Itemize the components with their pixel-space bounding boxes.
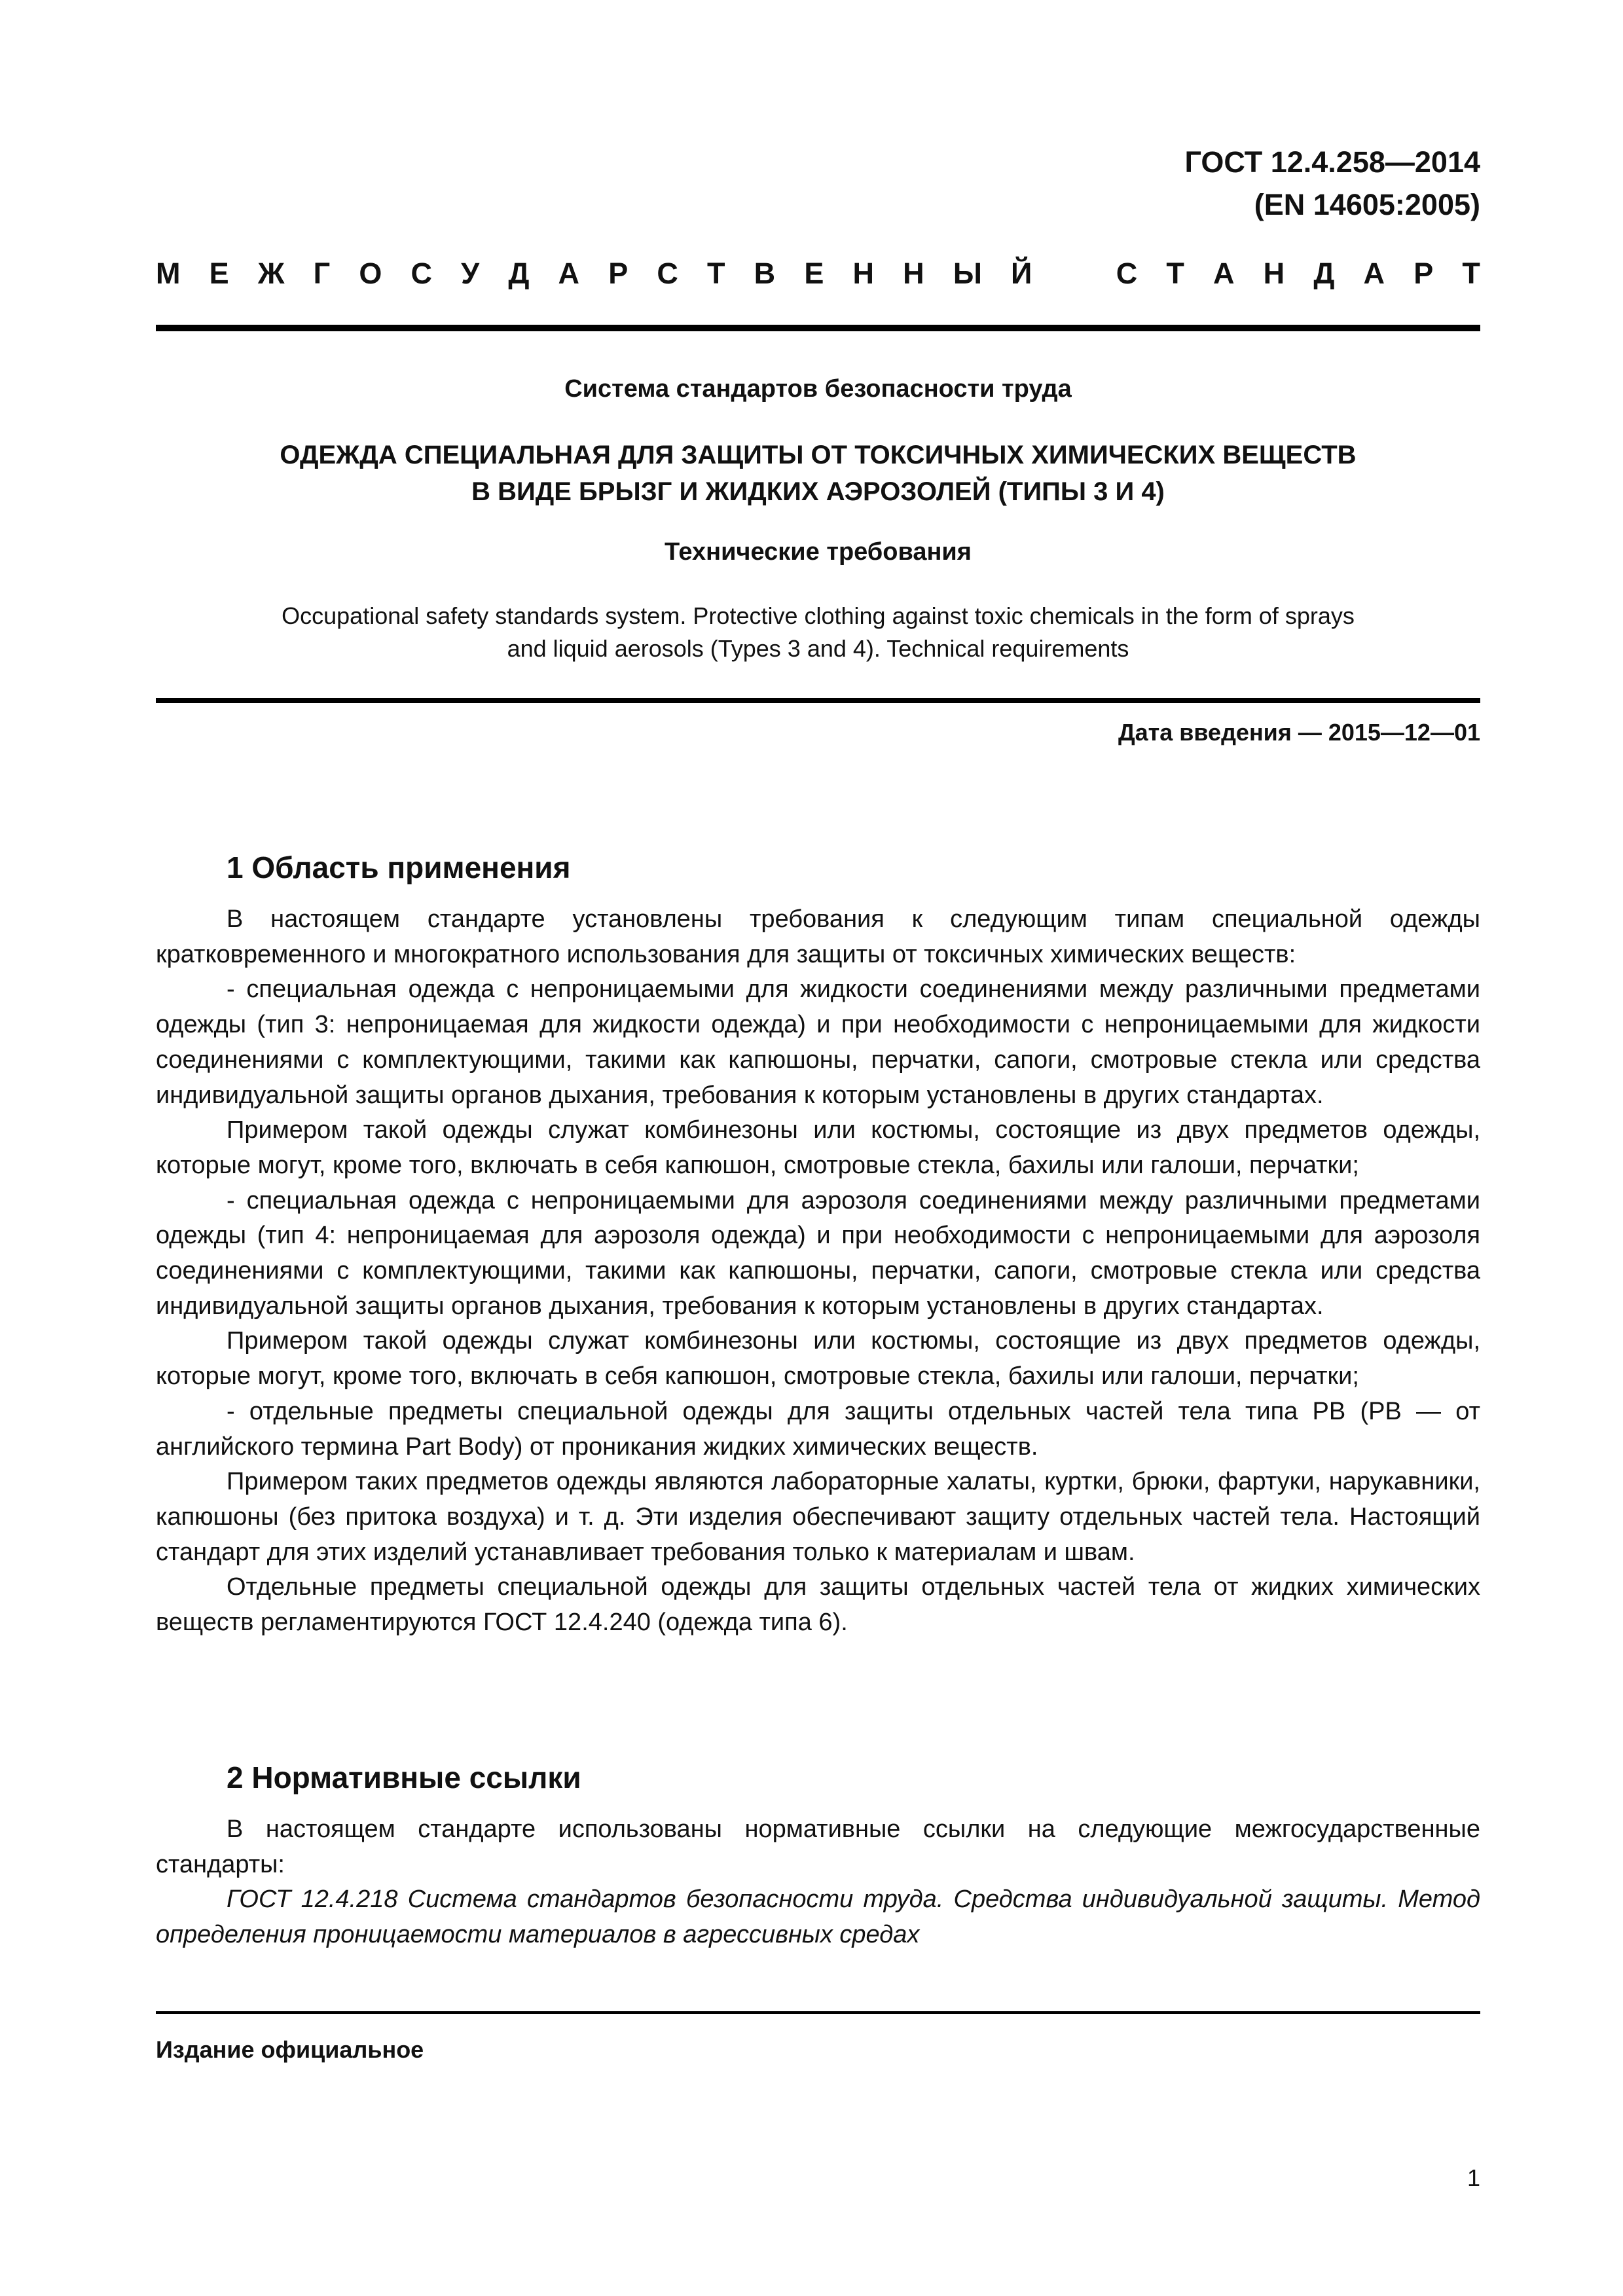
banner-letter: Р bbox=[1413, 257, 1434, 290]
section-1-heading: 1 Область применения bbox=[227, 850, 571, 884]
paragraph: - отдельные предметы специальной одежды для защиты отдельных частей тела типа PB (PB — от английского термина Part Body) от проникания жидких химических веществ. bbox=[156, 1397, 1480, 1461]
official-edition-label: Издание официальное bbox=[156, 2036, 424, 2063]
banner-letter: Ы bbox=[953, 257, 982, 290]
paragraph: В настоящем стандарте использованы нормативные ссылки на следующие межгосударственные стандарты: bbox=[156, 1815, 1480, 1878]
banner-letter: С bbox=[1116, 257, 1138, 290]
banner-letter: Й bbox=[1011, 257, 1032, 290]
page-number: 1 bbox=[1467, 2164, 1480, 2191]
title-rule bbox=[156, 698, 1480, 703]
section-2-body bbox=[156, 1812, 1480, 1953]
english-title-line-2: and liquid aerosols (Types 3 and 4). Technical requirements bbox=[507, 635, 1129, 662]
footer-rule bbox=[156, 2011, 1480, 2014]
banner-letter: Н bbox=[1263, 257, 1285, 290]
banner-letter: М bbox=[156, 257, 181, 290]
section-1-body bbox=[156, 902, 1480, 1641]
normative-reference: ГОСТ 12.4.218 Система стандартов безопасности труда. Средства индивидуальной защиты. Метод определения проницаемости материалов в агрессивных средах bbox=[156, 1886, 1480, 1949]
banner-letter: С bbox=[657, 257, 678, 290]
banner-letter: О bbox=[359, 257, 382, 290]
paragraph: Примером такой одежды служат комбинезоны или костюмы, состоящие из двух предметов одежды, которые могут, кроме того, включать в себя капюшон, смотровые стекла, бахилы или галоши, перчатки; bbox=[156, 1116, 1480, 1179]
top-rule bbox=[156, 325, 1480, 331]
standard-number: ГОСТ 12.4.258—2014 bbox=[1184, 145, 1480, 179]
paragraph: - специальная одежда с непроницаемыми для аэрозоля соединениями между различными предметами одежды (тип 4: непроницаемая для аэрозоля одежда) и при необходимости с непроницаемыми для аэрозоля соединениями с комплектующими, такими как капюшоны, перчатки, сапоги, смотровые стекла или средства индивидуальной защиты органов дыхания, требования к которым установлены в других стандартах. bbox=[156, 1186, 1480, 1320]
banner-letter: С bbox=[410, 257, 432, 290]
banner-letter: Ж bbox=[257, 257, 285, 290]
introduction-date: Дата введения — 2015—12—01 bbox=[1118, 719, 1480, 746]
banner-letter: Н bbox=[903, 257, 924, 290]
banner-letter: Д bbox=[1313, 257, 1335, 290]
banner-letter: Е bbox=[209, 257, 229, 290]
document-subtitle: Технические требования bbox=[665, 538, 972, 566]
banner-letter: У bbox=[461, 257, 480, 290]
banner-letter: Т bbox=[707, 257, 725, 290]
banner-letter: Т bbox=[1462, 257, 1480, 290]
banner-letter: А bbox=[1363, 257, 1385, 290]
title-line-1: ОДЕЖДА СПЕЦИАЛЬНАЯ ДЛЯ ЗАЩИТЫ ОТ ТОКСИЧНЫХ ХИМИЧЕСКИХ ВЕЩЕСТВ bbox=[280, 441, 1357, 469]
banner-letter: Р bbox=[608, 257, 629, 290]
banner-letter: А bbox=[1213, 257, 1235, 290]
banner-letter: Н bbox=[852, 257, 874, 290]
paragraph: Примером такой одежды служат комбинезоны или костюмы, состоящие из двух предметов одежды, которые могут, кроме того, включать в себя капюшон, смотровые стекла, бахилы или галоши, перчатки; bbox=[156, 1327, 1480, 1391]
english-title-line-1: Occupational safety standards system. Protective clothing against toxic chemicals in the form of sprays bbox=[282, 602, 1355, 629]
equivalent-standard: (EN 14605:2005) bbox=[1254, 188, 1480, 221]
banner-letter: Е bbox=[804, 257, 824, 290]
paragraph: В настоящем стандарте установлены требования к следующим типам специальной одежды кратковременного и многократного использования для защиты от токсичных химических веществ: bbox=[156, 905, 1480, 968]
banner-letter: В bbox=[754, 257, 776, 290]
system-title: Система стандартов безопасности труда bbox=[564, 375, 1072, 403]
document-title bbox=[156, 437, 1480, 510]
section-2-heading: 2 Нормативные ссылки bbox=[227, 1760, 581, 1795]
interstate-standard-banner bbox=[156, 257, 1480, 291]
banner-letter: А bbox=[558, 257, 580, 290]
paragraph: Примером таких предметов одежды являются лабораторные халаты, куртки, брюки, фартуки, нарукавники, капюшоны (без притока воздуха) и т. д. Эти изделия обеспечивают защиту отдельных частей тела. Настоящий стандарт для этих изделий устанавливает требования только к материалам и швам. bbox=[156, 1468, 1480, 1566]
english-title bbox=[156, 600, 1480, 665]
title-line-2: В ВИДЕ БРЫЗГ И ЖИДКИХ АЭРОЗОЛЕЙ (ТИПЫ 3 И 4) bbox=[471, 477, 1165, 506]
banner-letter: Т bbox=[1166, 257, 1184, 290]
banner-word-gap bbox=[1061, 257, 1087, 291]
banner-letter: Г bbox=[313, 257, 331, 290]
paragraph: - специальная одежда с непроницаемыми для жидкости соединениями между различными предметами одежды (тип 3: непроницаемая для жидкости одежда) и при необходимости с непроницаемыми для жидкости соединениями с комплектующими, такими как капюшоны, перчатки, сапоги, смотровые стекла или средства индивидуальной защиты органов дыхания, требования к которым установлены в других стандартах. bbox=[156, 975, 1480, 1109]
banner-letter: Д bbox=[508, 257, 530, 290]
paragraph: Отдельные предметы специальной одежды для защиты отдельных частей тела от жидких химических веществ регламентируются ГОСТ 12.4.240 (одежда типа 6). bbox=[156, 1573, 1480, 1637]
